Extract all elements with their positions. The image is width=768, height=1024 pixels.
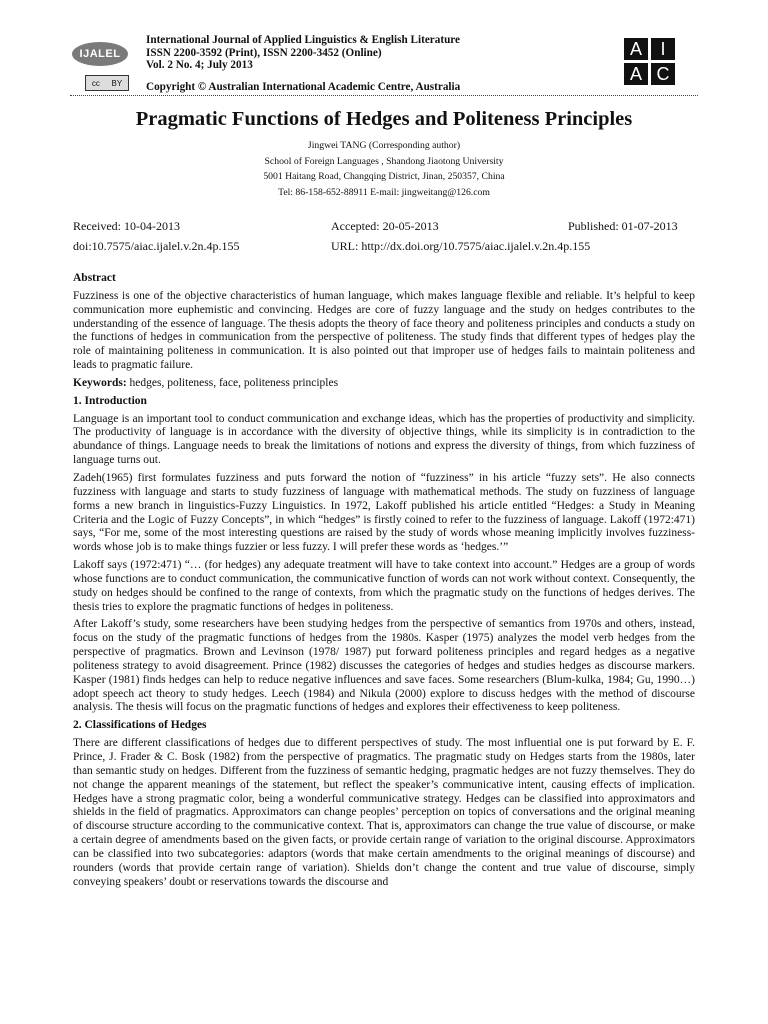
section-heading: 2. Classifications of Hedges [73,719,207,732]
author-block [0,138,768,200]
author-name: Jingwei TANG (Corresponding author) [307,140,461,151]
logo-letter: C [651,63,675,85]
article-title: Pragmatic Functions of Hedges and Politeness Principles [135,108,633,130]
published-date: Published: 01-07-2013 [568,219,678,233]
keywords [73,377,695,391]
paragraph: Lakoff says (1972:471) “… (for hedges) any adequate treatment will have to take context into account.” Hedges are a group of words whose functions are to conduct communication, the communicative function of words can not work without context. Consequently, the study on hedges should be confined to the range of contexts, from which the pragmatic study on the functions of hedges derives. The thesis tries to explore the pragmatic functions of hedges in politeness. [73,559,695,613]
journal-name: International Journal of Applied Linguistics & English Literature [146,34,461,46]
issn: ISSN 2200-3592 (Print), ISSN 2200-3452 (Online) [146,46,382,59]
logo-letter: I [651,38,675,60]
header-divider [70,95,698,96]
logo-letter: A [624,63,648,85]
abstract-text: Fuzziness is one of the objective characteristics of human language, which makes language flexible and reliable. It’s helpful to keep communication more euphemistic and convincing. Hedges are core of fuzzy language and the study on hedges contributes to the understanding of the essence of language. The thesis adopts the theory of face theory and politeness principles and conducts a study on the functions of hedges in communication from the perspective of politeness. The study finds that different types of hedges play the role of maintaining politeness in communication. It is also pointed out that improper use of hedges fails to maintain politeness and leads to pragmatic failure. [73,289,695,372]
paragraph: Language is an important tool to conduct communication and exchange ideas, which has the properties of productivity and simplicity. The productivity of language is in accordance with the diversity of objective things, while its simplicity is in contradiction to the abundance of things. Language needs to break the limitations of notions and express the diversity of things, from which fuzziness of language turns out. [73,412,695,467]
keywords-label: Keywords: [73,376,127,389]
by-icon: BY [111,78,123,88]
doi[interactable]: doi:10.7575/aiac.ijalel.v.2n.4p.155 [73,239,240,253]
journal-info [146,34,460,72]
paragraph: There are different classifications of hedges due to different perspectives of study. The most influential one is put forward by E. F. Prince, J. Frader & C. Bosk (1982) from the perspective of pragmatics. The pragmatic study on Hedges starts from the 1980s, later than semantic study on hedges. Different from the fuzziness of semantic hedging, pragmatic hedges are not fuzzy themselves. They do not change the apparent meanings of the statement, but reflect the speaker’s communicative intent, causing effects of implication. Hedges have a strong pragmatic color, being a wonderful communicative strategy. Hedges can be classified into approximators and shields in the field of pragmatics. Approximators can change peoples’ perception on topics of conversations and the original meaning of discourse structure according to the communicative context. That is, approximators can change the true value of discourse, or make a certain degree of amendments based on the given facts, or provide certain range of variation to the original discourse. Approximators can be classified into two subcategories: adaptors (words that make certain amendments to the original meanings of discourse) and rounders (words that provide certain range of variation). Shields don’t change the content and true value of discourse, simply conveying speakers’ doubt or reservations towards the discourse and [73,737,695,888]
volume-issue: Vol. 2 No. 4; July 2013 [146,59,253,71]
paragraph: After Lakoff’s study, some researchers have been studying hedges from the perspective of semantics from 1970s and others, instead, focus on the study of the pragmatic functions of hedges from the 1980s. Kasper (1975) analyzes the model verb hedges from the perspective of pragmatics. Brown and Levinson (1978/ 1987) put forward politeness principles and regard hedges as a negative politeness strategy to avoid disagreement. Prince (1982) discusses the categories of hedges and studies hedges as discourse markers. Kasper (1981) finds hedges can help to reduce negative influences and save faces. Some researchers (Blum-kulka, 1984; Gu, 1990…) adopt speech act theory to study hedges. Leech (1984) and Nikula (2000) explore to discuss hedges with the method of discourse analysis. The thesis will focus on the pragmatic functions of hedges and explores their effectiveness to keep politeness. [73,618,695,714]
logo-letter: A [624,38,648,60]
cc-icon: cc [91,78,100,88]
paragraph: Zadeh(1965) first formulates fuzziness and puts forward the notion of “fuzziness” in his article “fuzzy sets”. He also connects fuzziness with language and starts to study fuzziness of language with mathematical methods. The study on fuzziness of language forms a new branch in linguistics-Fuzzy Linguistics. In 1972, Lakoff published his article entitled “Hedges: a Study in Meaning Criteria and the Logic of Fuzzy Concepts”, in which “hedges” is firstly coined to refer to the fuzziness of language. Lakoff (1972:471) says, “For me, some of the most interesting questions are raised by the study of words whose meaning implicitly involves fuzziness- words whose job is to make things fuzzier or less fuzzy. I will prefer these words as ‘hedges.’” [73,471,695,554]
section-heading: 1. Introduction [73,394,147,407]
address: 5001 Haitang Road, Changqing District, Jinan, 250357, China [263,171,505,182]
accepted-date: Accepted: 20-05-2013 [331,219,439,233]
journal-logo: IJALEL [72,42,128,66]
article-url[interactable]: URL: http://dx.doi.org/10.7575/aiac.ijalel.v.2n.4p.155 [331,239,591,253]
received-date: Received: 10-04-2013 [73,219,180,233]
abstract-heading: Abstract [73,272,116,284]
journal-header [0,0,768,96]
article-body [73,272,695,893]
creative-commons-logo [85,75,129,91]
affiliation: School of Foreign Languages , Shandong Jiaotong University [264,155,504,167]
keywords-list: hedges, politeness, face, politeness principles [126,376,339,389]
aiac-logo [624,38,678,88]
contact-info: Tel: 86-158-652-88911 E-mail: jingweitang@126.com [278,186,490,198]
copyright-line: Copyright © Australian International Academic Centre, Australia [146,81,461,93]
